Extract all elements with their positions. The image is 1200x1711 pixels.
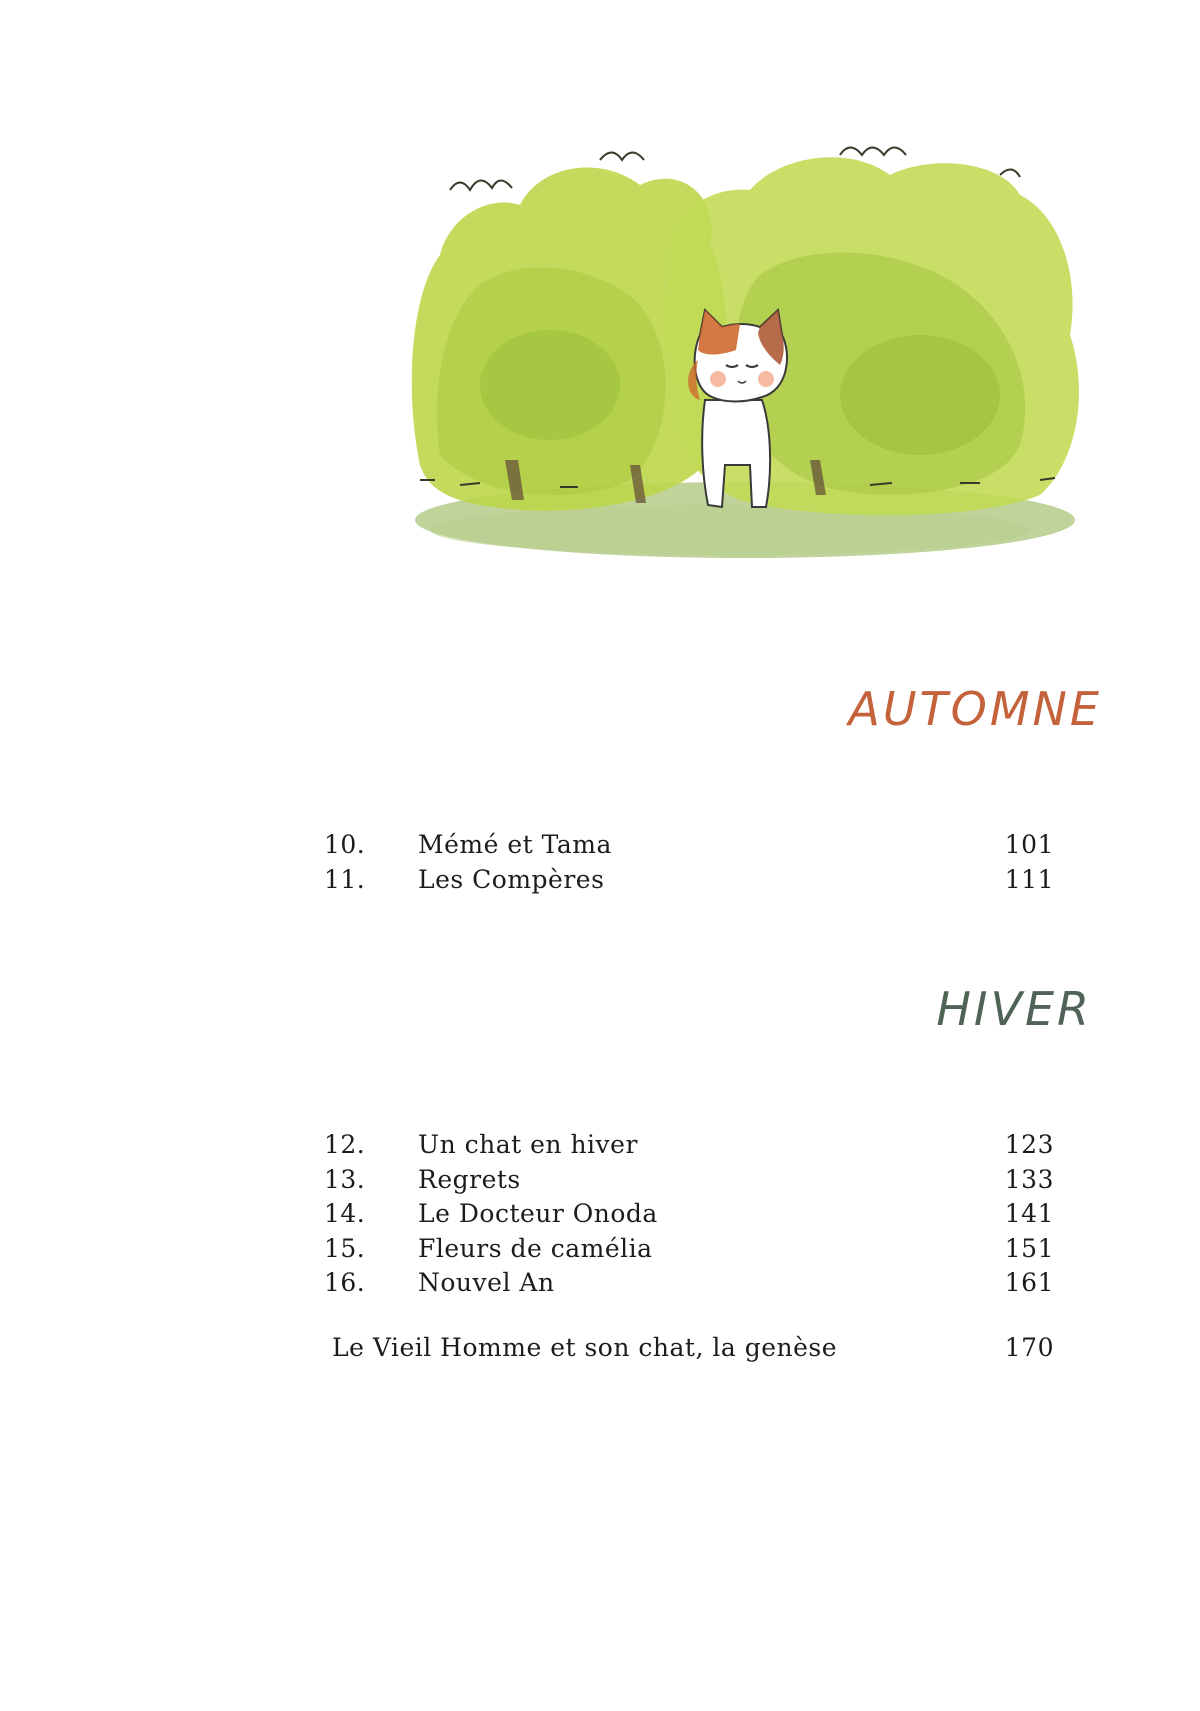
toc-entry[interactable] <box>324 1128 1064 1163</box>
toc-list-autumn <box>324 828 1064 897</box>
toc-entry[interactable] <box>324 1232 1064 1267</box>
toc-entry[interactable] <box>324 828 1064 863</box>
toc-entry-title: Nouvel An <box>418 1268 555 1297</box>
toc-entry-number: 12. <box>324 1130 366 1159</box>
toc-entry-number: 10. <box>324 830 366 859</box>
toc-entry-number: 11. <box>324 864 366 894</box>
toc-entry[interactable] <box>324 1266 1064 1301</box>
toc-entry-page: 151 <box>1004 1233 1054 1263</box>
toc-entry-epilogue[interactable] <box>332 1330 1064 1366</box>
toc-entry-page: 133 <box>1004 1164 1054 1194</box>
toc-entry-title: Regrets <box>418 1164 521 1194</box>
toc-entry-title: Un chat en hiver <box>418 1130 638 1159</box>
section-title-winter: HIVER <box>936 982 1092 1036</box>
toc-entry[interactable] <box>324 1197 1064 1232</box>
toc-entry-number: 13. <box>324 1164 366 1194</box>
toc-entry-title: Le Vieil Homme et son chat, la genèse <box>332 1333 838 1362</box>
toc-entry-number: 15. <box>324 1233 366 1263</box>
toc-entry-page: 101 <box>1004 830 1054 859</box>
toc-entry-page: 161 <box>1004 1268 1054 1297</box>
toc-entry-title: Les Compères <box>418 864 605 894</box>
toc-entry-page: 123 <box>1004 1130 1054 1159</box>
toc-entry[interactable] <box>324 1163 1064 1198</box>
toc-entry[interactable] <box>324 863 1064 898</box>
toc-entry-title: Fleurs de camélia <box>418 1233 653 1263</box>
section-title-autumn: AUTOMNE <box>848 682 1102 736</box>
toc-entry-number: 14. <box>324 1199 366 1228</box>
toc-entry-page: 170 <box>1004 1333 1054 1362</box>
toc-entry-page: 111 <box>1004 864 1054 894</box>
cat-in-bushes-illustration <box>400 135 1090 595</box>
toc-entry-title: Mémé et Tama <box>418 830 612 859</box>
toc-entry-title: Le Docteur Onoda <box>418 1199 658 1228</box>
toc-entry-page: 141 <box>1004 1199 1054 1228</box>
watercolor-cat-icon <box>400 135 1090 595</box>
toc-list-winter <box>324 1128 1064 1301</box>
toc-entry-number: 16. <box>324 1268 366 1297</box>
